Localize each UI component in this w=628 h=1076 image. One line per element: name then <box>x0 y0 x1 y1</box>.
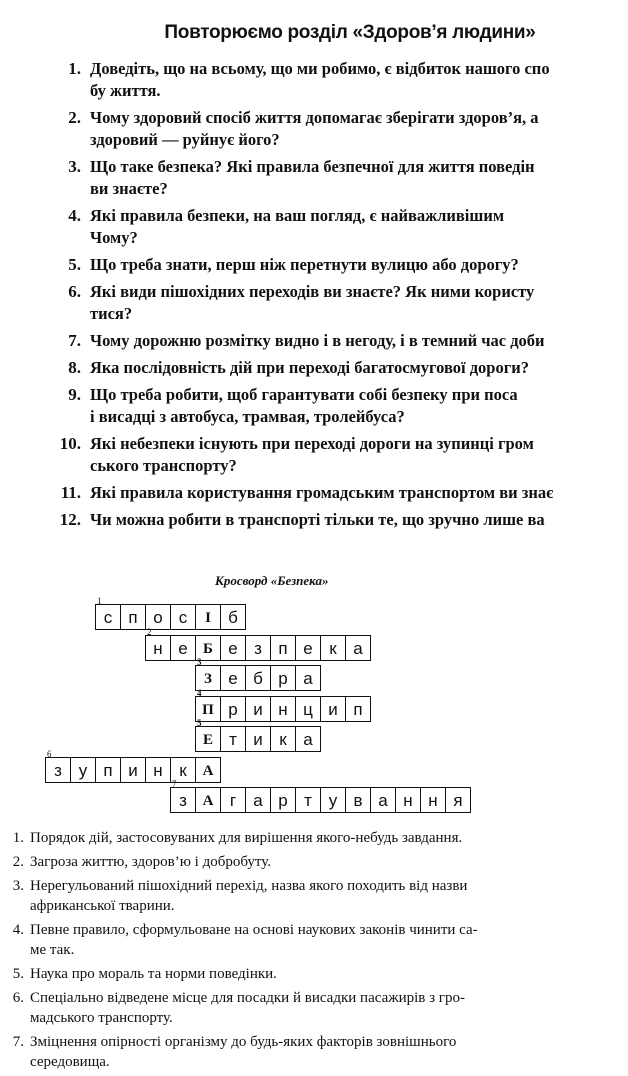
question-item <box>0 107 628 151</box>
crossword-letter: и <box>253 699 263 719</box>
question-number: 5. <box>68 255 81 274</box>
crossword-letter: т <box>304 791 312 810</box>
crossword-letter: у <box>78 760 88 780</box>
crossword-letter: н <box>403 791 413 810</box>
crossword-cell <box>245 726 271 752</box>
crossword-cell <box>295 696 321 722</box>
clue-item <box>0 964 628 984</box>
question-text: Доведіть, що на всьому, що ми робимо, є відбиток нашого спо бу життя. <box>90 59 550 100</box>
crossword-cell <box>220 604 246 630</box>
crossword-cell <box>245 696 271 722</box>
question-item <box>0 254 628 276</box>
crossword-cell <box>220 787 246 813</box>
question-number: 4. <box>68 206 81 225</box>
crossword-letter: р <box>228 699 238 719</box>
crossword-letter: п <box>128 608 138 627</box>
crossword-row-number: 2 <box>147 626 152 637</box>
crossword-cell <box>95 596 121 630</box>
question-number: 2. <box>68 108 81 127</box>
clue-item <box>0 920 628 960</box>
question-text: Що таке безпека? Які правила безпечної для життя поведін ви знаєте? <box>90 157 535 198</box>
crossword-cell <box>245 635 271 661</box>
crossword-cell <box>345 696 371 722</box>
crossword-cell <box>320 696 346 722</box>
question-number: 1. <box>68 59 81 78</box>
crossword-letter: п <box>103 760 113 780</box>
crossword-cell <box>220 696 246 722</box>
crossword-letter: Б <box>203 640 213 657</box>
crossword-letter: т <box>229 730 237 749</box>
crossword-cell <box>270 726 296 752</box>
clue-item <box>0 988 628 1028</box>
crossword-cell <box>45 748 71 783</box>
crossword-letter: п <box>278 638 288 658</box>
crossword-letter: и <box>328 699 338 719</box>
crossword-letter: и <box>128 760 138 780</box>
crossword-cell <box>295 726 321 752</box>
clue-text: Певне правило, сформульоване на основі наукових законів чинити са- ме так. <box>30 922 478 958</box>
crossword-cell <box>295 635 321 661</box>
clue-number: 3. <box>12 878 24 894</box>
clue-text: Спеціально відведене місце для посадки й висадки пасажирів з гро- мадського транспорту. <box>30 990 465 1026</box>
crossword-letter: к <box>179 760 187 780</box>
crossword-letter: г <box>229 791 237 810</box>
crossword-letter: е <box>228 638 238 658</box>
clue-number: 4. <box>12 922 24 938</box>
crossword-cell <box>270 787 296 813</box>
crossword-cell <box>270 696 296 722</box>
crossword-cell <box>370 787 396 813</box>
clue-text: Загроза життю, здоров’ю і добробуту. <box>30 854 272 870</box>
crossword-cell <box>70 757 96 783</box>
question-text: Що треба знати, перш ніж перетнути вулицю або дорогу? <box>90 255 519 274</box>
crossword-cell <box>295 787 321 813</box>
crossword-cell <box>170 779 196 813</box>
crossword-cell <box>345 787 371 813</box>
crossword-key-cell <box>195 787 221 813</box>
crossword-cell <box>395 787 421 813</box>
question-number: 10. <box>59 434 81 453</box>
question-item <box>0 482 628 504</box>
crossword-cell <box>320 635 346 661</box>
crossword-letter: о <box>153 608 163 627</box>
crossword-letter: А <box>202 762 214 779</box>
question-text: Які правила користування громадським транспортом ви знає <box>90 483 554 502</box>
clue-number: 1. <box>12 830 24 846</box>
crossword-letter: н <box>153 638 163 658</box>
clue-number: 5. <box>12 966 24 982</box>
crossword-letter: н <box>278 699 288 719</box>
question-item <box>0 357 628 379</box>
crossword-cell <box>95 757 121 783</box>
question-text: Що треба робити, щоб гарантувати собі безпеку при поса і висадці з автобуса, трамвая, тролейбуса? <box>90 385 518 426</box>
clue-text: Зміцнення опірності організму до будь-яких факторів зовнішнього середовища. <box>30 1034 457 1070</box>
clue-list <box>0 828 628 1076</box>
crossword-cell <box>170 604 196 630</box>
question-number: 9. <box>68 385 81 404</box>
crossword-title: Кросворд «Безпека» <box>215 573 329 588</box>
crossword-letter: а <box>378 791 388 810</box>
crossword-letter: з <box>179 791 187 810</box>
question-text: Чому дорожню розмітку видно і в негоду, і в темний час доби <box>90 331 545 350</box>
question-number: 12. <box>59 510 81 529</box>
clue-text: Наука про мораль та норми поведінки. <box>30 966 277 982</box>
crossword-letter: р <box>278 669 288 688</box>
clue-item <box>0 852 628 872</box>
clue-number: 7. <box>12 1034 24 1050</box>
clue-text: Нерегульований пішохідний перехід, назва якого походить від назви африканської тварини. <box>30 878 468 914</box>
crossword-row-number: 7 <box>172 779 177 789</box>
crossword-letter: П <box>202 701 214 718</box>
question-text: Які правила безпеки, на ваш погляд, є найважливішим Чому? <box>90 206 505 247</box>
crossword-letter: е <box>228 669 238 688</box>
crossword-cell <box>220 726 246 752</box>
crossword-cell <box>145 757 171 783</box>
question-text: Яка послідовність дій при переході багатосмугової дороги? <box>90 358 529 377</box>
crossword-row-number: 5 <box>197 718 202 728</box>
clue-item <box>0 1032 628 1072</box>
crossword-key-cell <box>195 604 221 630</box>
crossword-letter: н <box>153 760 163 780</box>
crossword-cell <box>120 757 146 783</box>
crossword-letter: з <box>54 760 62 780</box>
crossword-cell <box>120 604 146 630</box>
crossword-cell <box>170 635 196 661</box>
crossword-letter: р <box>278 791 288 810</box>
crossword-letter: в <box>353 791 363 810</box>
crossword-row-number: 6 <box>47 748 52 759</box>
crossword-letter: у <box>328 791 338 810</box>
crossword-row-number: 3 <box>197 657 202 667</box>
question-item <box>0 205 628 249</box>
question-item <box>0 58 628 102</box>
crossword-cell <box>270 665 296 691</box>
question-number: 6. <box>68 282 81 301</box>
crossword-letter: к <box>329 638 337 658</box>
question-item <box>0 281 628 325</box>
crossword-letter: а <box>353 638 363 658</box>
question-number: 11. <box>60 483 81 502</box>
crossword-letter: Е <box>202 732 213 748</box>
clue-number: 2. <box>12 854 24 870</box>
crossword-letter: е <box>303 638 313 658</box>
page-title: Повторюємо розділ «Здоров’я людини» <box>164 22 536 43</box>
crossword-letter: а <box>303 730 313 749</box>
crossword-letter: к <box>279 730 287 749</box>
question-item <box>0 330 628 352</box>
clue-item <box>0 828 628 848</box>
question-item <box>0 509 628 531</box>
crossword-cell <box>245 787 271 813</box>
clue-item <box>0 876 628 916</box>
crossword-letter: б <box>228 608 238 627</box>
crossword-letter: я <box>453 791 463 810</box>
crossword-key-cell <box>195 757 221 783</box>
question-text: Які види пішохідних переходів ви знаєте? Як ними користу тися? <box>90 282 535 323</box>
crossword-letter: І <box>205 610 211 626</box>
question-number: 8. <box>68 358 81 377</box>
crossword-letter: п <box>353 699 363 719</box>
clue-number: 6. <box>12 990 24 1006</box>
crossword-letter: с <box>103 608 113 627</box>
crossword-letter: б <box>253 669 263 688</box>
crossword-cell <box>145 626 171 661</box>
crossword-letter: е <box>178 638 188 658</box>
question-item <box>0 156 628 200</box>
crossword-letter: ц <box>303 699 313 719</box>
crossword-cell <box>445 787 471 813</box>
crossword-row-number: 4 <box>197 687 202 698</box>
crossword-cell <box>345 635 371 661</box>
crossword-letter: а <box>303 669 313 688</box>
question-number: 7. <box>68 331 81 350</box>
crossword-cell <box>270 635 296 661</box>
clue-text: Порядок дій, застосовуваних для вирішення якого-небудь завдання. <box>30 830 463 846</box>
crossword-letter: н <box>428 791 438 810</box>
crossword-letter: з <box>254 638 262 658</box>
crossword-letter: с <box>178 608 188 627</box>
crossword-cell <box>220 635 246 661</box>
question-item <box>0 433 628 477</box>
crossword-cell <box>320 787 346 813</box>
crossword-key-cell <box>195 718 221 752</box>
crossword-cell <box>220 665 246 691</box>
question-item <box>0 384 628 428</box>
crossword-letter: и <box>253 730 263 749</box>
crossword-cell <box>245 665 271 691</box>
question-list <box>0 58 628 536</box>
crossword-row-number: 1 <box>97 596 102 606</box>
crossword-letter: А <box>202 793 214 809</box>
question-number: 3. <box>68 157 81 176</box>
question-text: Чи можна робити в транспорті тільки те, що зручно лише ва <box>90 510 545 529</box>
crossword-letter: а <box>253 791 263 810</box>
crossword-cell <box>295 665 321 691</box>
crossword-cell <box>420 787 446 813</box>
question-text: Чому здоровий спосіб життя допомагає зберігати здоров’я, а здоровий — руйнує його? <box>90 108 539 149</box>
question-text: Які небезпеки існують при переході дороги на зупинці гром ського транспорту? <box>90 434 534 475</box>
crossword-letter: З <box>204 671 212 687</box>
